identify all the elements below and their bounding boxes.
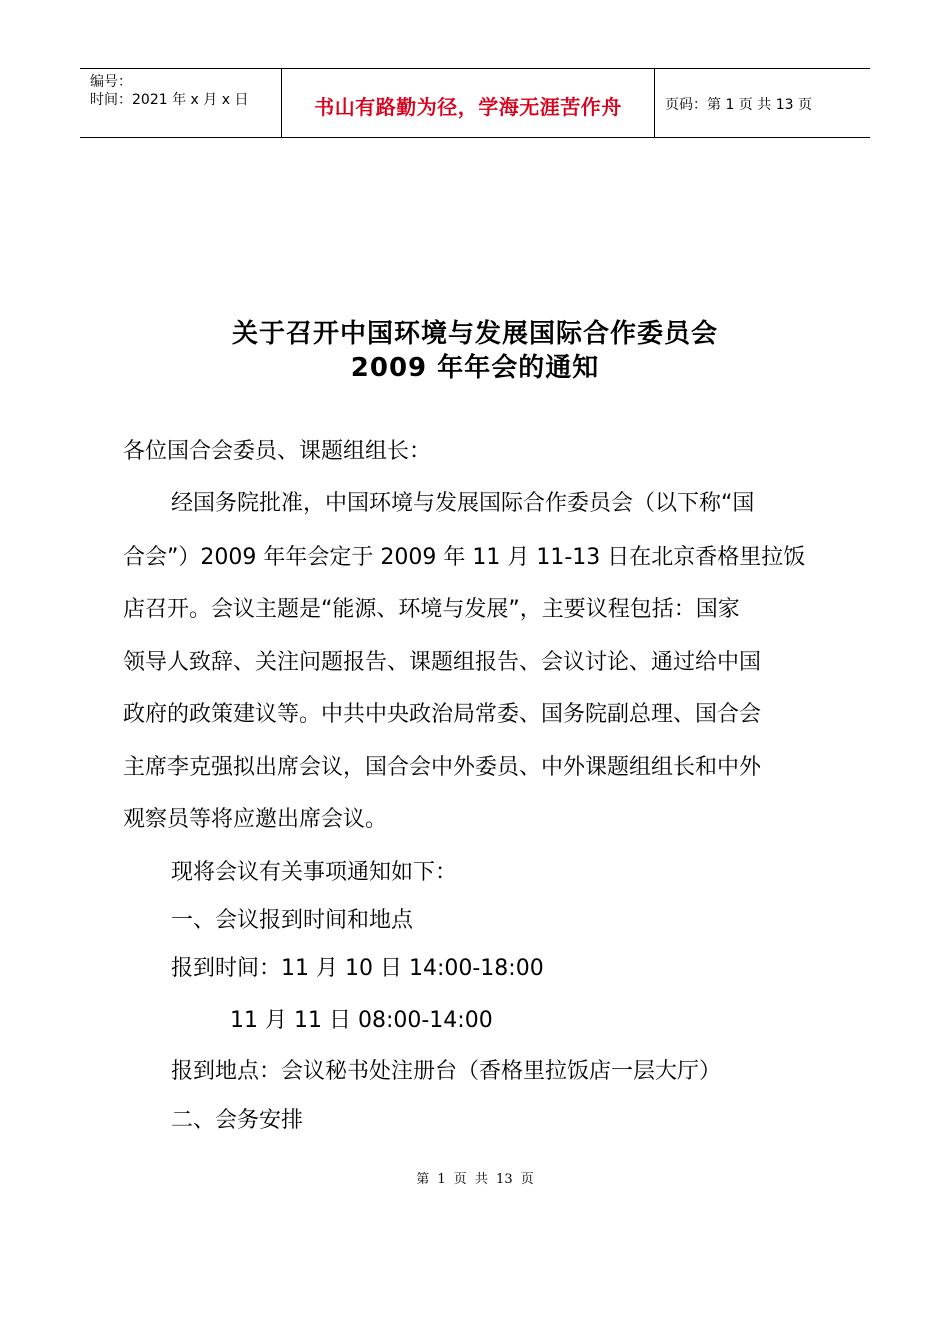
header-meta (80, 69, 282, 137)
paragraph-line: 店召开。会议主题是“能源、环境与发展”，主要议程包括：国家 (123, 597, 740, 622)
document-title-line1: 关于召开中国环境与发展国际合作委员会 (231, 319, 718, 349)
page-header (80, 68, 870, 138)
header-motto-cell (282, 69, 655, 137)
page-footer: 第 1 页 共 13 页 (416, 1172, 534, 1187)
registration-place: 报到地点：会议秘书处注册台（香格里拉饭店一层大厅） (171, 1059, 722, 1084)
section2-heading: 二、会务安排 (171, 1108, 304, 1133)
document-title-line2: 2009 年年会的通知 (350, 353, 600, 383)
paragraph-line: 经国务院批准，中国环境与发展国际合作委员会（以下称“国 (171, 491, 755, 516)
intro-text: 现将会议有关事项通知如下： (171, 860, 458, 885)
paragraph-line: 合会”）2009 年年会定于 2009 年 11 月 11-13 日在北京香格里拉饭 (123, 545, 806, 570)
paragraph-line: 观察员等将应邀出席会议。 (123, 807, 388, 832)
header-page-info-cell (655, 69, 870, 137)
paragraph-line: 领导人致辞、关注问题报告、课题组报告、会议讨论、通过给中国 (123, 650, 762, 675)
salutation: 各位国合会委员、课题组组长： (123, 439, 432, 464)
registration-time-1: 报到时间：11 月 10 日 14:00-18:00 (171, 956, 544, 981)
number-label: 编号： (90, 74, 132, 90)
header-page-info: 页码：第 1 页 共 13 页 (665, 97, 812, 113)
date-label: 时间：2021 年 x 月 x 日 (90, 92, 249, 108)
paragraph-line: 主席李克强拟出席会议，国合会中外委员、中外课题组组长和中外 (123, 755, 762, 780)
header-motto: 书山有路勤为径，学海无涯苦作舟 (314, 95, 622, 119)
paragraph-line: 政府的政策建议等。中共中央政治局常委、国务院副总理、国合会 (123, 702, 762, 727)
section1-heading: 一、会议报到时间和地点 (171, 908, 414, 933)
registration-time-2: 11 月 11 日 08:00-14:00 (230, 1008, 493, 1033)
